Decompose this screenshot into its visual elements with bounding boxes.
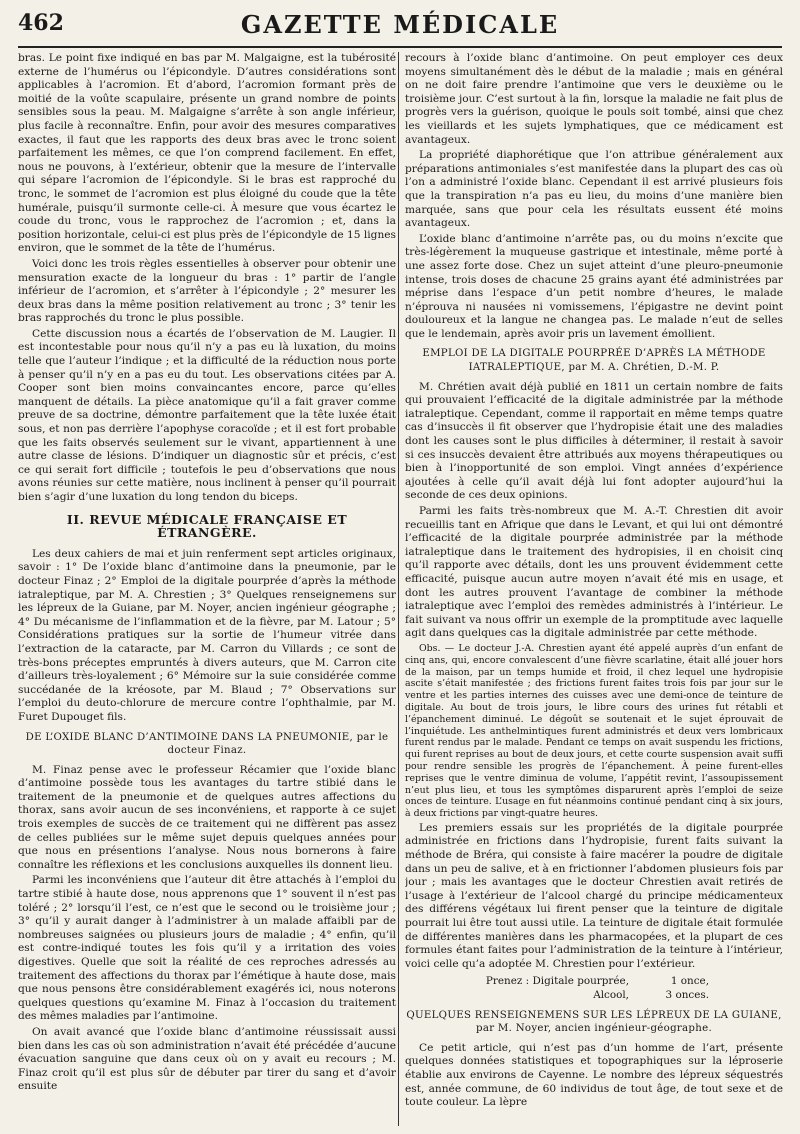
column-divider <box>398 52 399 1126</box>
recipe-item-qty: 1 once, <box>670 975 709 988</box>
recipe-row <box>405 975 783 989</box>
paragraph: On avait avancé que l’oxide blanc d’antimoine réussissait aussi bien dans les cas où son administration n’avait été précédée d’aucune évacuation sanguine que dans ceux où on y avait eu recours ; M. Finaz croit qu’il est plus sûr de débuter par tirer du sang et d’avoir ensuite <box>18 1025 396 1093</box>
paragraph: Les deux cahiers de mai et juin renferment sept articles originaux, savoir : 1° De l’oxide blanc d’antimoine dans la pneumonie, par le docteur Finaz ; 2° Emploi de la digitale pourprée d’après la méthode iatraleptique, par M. A. Chrestien ; 3° Quelques renseignemens sur les lépreux de la Guiane, par M. Noyer, ancien ingénieur géographe ; 4° Du mécanisme de l’inflammation et de la fièvre, par M. Latour ; 5° Considérations pratiques sur la sortie de l’humeur vitrée dans l’extraction de la cataracte, par M. Carron du Villards ; ce sont de très-bons préceptes empruntés à divers auteurs, que M. Carron cite d’ailleurs très-loyalement ; 6° Mémoire sur la suie considérée comme succédanée de la kréosote, par M. Blaud ; 7° Observations sur l’emploi du deuto-chlorure de mercure contre l’ophthalmie, par M. Furet Dupouget fils. <box>18 547 396 723</box>
article-title: DE L’OXIDE BLANC D’ANTIMOINE DANS LA PNEUMONIE, par le docteur Finaz. <box>25 731 389 757</box>
page-header <box>18 6 782 48</box>
recipe-intro: Prenez : <box>485 975 530 988</box>
paragraph: L’oxide blanc d’antimoine n’arrête pas, ou du moins n’excite que très-légèrement la muqueuse gastrique et intestinale, même porté à une assez forte dose. Chez un sujet atteint d’une pleuro-pneumonie intense, trois doses de chacune 25 grains ayant été administrées par méprise dans l’espace d’un petit nombre d’heures, le malade n’éprouva ni nausées ni vomissemens, l’épigastre ne devint point douloureux et la langue ne changea pas. Le malade n’eut de selles que le lendemain, après avoir pris un lavement émollient. <box>405 232 783 340</box>
paragraph: Parmi les faits très-nombreux que M. A.-T. Chrestien dit avoir recueillis tant en Afrique que dans le Levant, et qui lui ont démontré l’efficacité de la digitale pourprée administrée par la méthode iatraleptique dans le traitement des hydropisies, il en choisit cinq qu’il rapporte avec détails, dont les uns prouvent évidemment cette efficacité, puisque aucun autre moyen n’avait été mis en usage, et dont les autres prouvent l’avantage de combiner la méthode iatraleptique avec l’emploi des remèdes administrés à l’intérieur. Le fait suivant va nous offrir un exemple de la promptitude avec laquelle agit dans quelques cas la digitale administrée par cette méthode. <box>405 505 783 640</box>
section-title: II. REVUE MÉDICALE FRANÇAISE ET ÉTRANGÈRE. <box>66 511 348 541</box>
page-number: 462 <box>18 10 64 36</box>
recipe-item-name: Prenez : Digitale pourprée, <box>485 975 629 988</box>
article-title: EMPLOI DE LA DIGITALE POURPRÉE D’APRÈS LA MÉTHODE IATRALEPTIQUE, par M. A. Chrétien, D.-M. P. <box>422 348 766 374</box>
paragraph: M. Chrétien avait déjà publié en 1811 un certain nombre de faits qui prouvaient l’efficacité de la digitale administrée par la méthode iatraleptique. Cependant, comme il rapportait en même temps quatre cas d’insuccès il fit observer que l’hydropisie était une des maladies dont les causes sont le plus difficiles à déterminer, il restait à savoir si ces insuccès devaient être attribués aux moyens thérapeutiques ou bien à l’inopportunité de son emploi. Vingt années d’expérience ajoutées à celle qu’il avait déjà lui font adopter aujourd’hui la seconde de ces deux opinions. <box>405 380 783 502</box>
paragraph: M. Finaz pense avec le professeur Récamier que l’oxide blanc d’antimoine possède tous les avantages du tartre stibié dans le traitement de la pneumonie et de quelques autres affections du thorax, sans avoir aucun de ses inconvéniens, et rapporte à ce sujet trois exemples de succès de ce traitement qui ne diffèrent pas assez de celles publiées sur le même sujet depuis quelques années pour que nous en présentions l’analyse. Nous nous bornerons à faire connaître les réflexions et les conclusions auxquelles ils donnent lieu. <box>18 763 396 871</box>
right-column <box>405 52 783 1126</box>
paragraph: Cette discussion nous a écartés de l’observation de M. Laugier. Il est incontestable pour nous qu’il n’y a pas eu là luxation, du moins telle que l’auteur l’indique ; et la difficulté de la réduction nous porte à penser qu’il n’y en a pas eu du tout. Les observations citées par A. Cooper sont bien moins convaincantes encore, parce qu’elles manquent de détails. La pièce anatomique qu’il a fait graver comme preuve de sa doctrine, démontre parfaitement que la tête luxée était sous, et non pas derrière l’apophyse coracoïde ; et il est fort probable que les faits observés seulement sur le vivant, appartiennent à une autre classe de lésions. D’indiquer un diagnostic sûr et précis, c’est ce qui serait fort difficile ; toutefois le peu d’observations que nous avons réunies sur cette matière, nous inclinent à penser qu’il pourrait bien s’agir d’une luxation du long tendon du biceps. <box>18 327 396 503</box>
recipe-item-qty: 3 onces. <box>665 989 709 1002</box>
paragraph: Voici donc les trois règles essentielles à observer pour obtenir une mensuration exacte de la longueur du bras : 1° partir de l’angle inférieur de l’acromion, et s’arrêter à l’épicondyle ; 2° mesurer les deux bras dans la même position relativement au tronc ; 3° tenir les bras rapprochés du tronc le plus possible. <box>18 257 396 325</box>
journal-title: GAZETTE MÉDICALE <box>240 10 560 39</box>
paragraph: bras. Le point fixe indiqué en bas par M. Malgaigne, est la tubérosité externe de l’humérus ou l’épicondyle. D’autres considérations sont applicables à l’acromion. Et d’abord, l’acromion formant près de moitié de la voûte scapulaire, présente un grand nombre de points sensibles sous la peau. M. Malgaigne s’arrête à son angle inférieur, plus facile à reconnaître. Enfin, pour avoir des mesures comparatives exactes, il faut que les rapports des deux bras avec le tronc soient parfaitement les mêmes, ce que l’on comprend facilement. En effet, nous ne pouvons, à l’extérieur, obtenir que la mesure de l’intervalle qui sépare l’acromion de l’épicondyle. Si le bras est rapproché du tronc, le sommet de l’acromion est plus éloigné du coude que la tête humérale, puisqu’il surmonte celle-ci. À mesure que vous écartez le coude du tronc, vous le rapprochez de l’acromion ; et, dans la position horizontale, celui-ci est plus près de l’épicondyle de 15 lignes environ, que le sommet de la tête de l’humérus. <box>18 52 396 255</box>
recipe-row <box>405 989 783 1003</box>
paragraph: La propriété diaphorétique que l’on attribue généralement aux préparations antimoniales s’est manifestée dans la plupart des cas où l’on a administré l’oxide blanc. Cependant il est arrivé plusieurs fois que la transpiration n’a pas eu lieu, du moins d’une manière bien marquée, sans que pour cela les résultats eussent été moins avantageux. <box>405 149 783 230</box>
paragraph: Parmi les inconvéniens que l’auteur dit être attachés à l’emploi du tartre stibié à haute dose, nous apprenons que 1° souvent il n’est pas toléré ; 2° lorsqu’il l’est, ce n’est que le second ou le troisième jour ; 3° qu’il y aurait danger à l’administrer à un malade affaibli par de nombreuses saignées ou plusieurs jours de maladie ; 4° enfin, qu’il est contre-indiqué toutes les fois qu’il y a irritation des voies digestives. Quelle que soit la réalité de ces reproches adressés au traitement des affections du thorax par l’émétique à haute dose, mais que nous pensons être considérablement exagérés ici, nous noterons quelques questions qu’examine M. Finaz à l’occasion du traitement des mêmes maladies par l’antimoine. <box>18 874 396 1023</box>
recipe-item-name: Alcool, <box>593 989 629 1002</box>
recipe <box>405 975 783 1002</box>
observation-note: Obs. — Le docteur J.-A. Chrestien ayant été appelé auprès d’un enfant de cinq ans, qui, encore convalescent d’une fièvre scarlatine, était allé jouer hors de la maison, par un temps humide et froid, il chez lequel une hydropisie ascite s’était manifestée ; des frictions furent faites trois fois par jour sur le ventre et les parties internes des cuisses avec une demi-once de teinture de digitale. Au bout de trois jours, le libre cours des urines fut rétabli et l’épanchement diminué. Le dégoût se soutenait et le sujet éprouvait de l’inquiétude. Les anthelmintiques furent administrés et deux vers lombricaux furent rendus par le malade. Pendant ce temps on avait suspendu les frictions, qui furent reprises au bout de deux jours, et cette courte suspension avait suffi pour rendre sensible les progrès de l’épanchement. À peine furent-elles reprises que le ventre diminua de volume, l’appétit revint, l’assoupissement n’eut plus lieu, et tous les symptômes disparurent après l’emploi de seize onces de teinture. L’usage en fut néanmoins continué pendant cinq à six jours, à deux frictions par vingt-quatre heures. <box>405 642 783 820</box>
paragraph: recours à l’oxide blanc d’antimoine. On peut employer ces deux moyens simultanément dès le début de la maladie ; mais en général on ne doit faire prendre l’antimoine que vers le deuxième ou le troisième jour. C’est surtout à la fin, lorsque la maladie ne fait plus de progrès vers la guérison, quoique le pouls soit tombé, ainsi que chez les vieillards et les sujets lymphatiques, que ce médicament est avantageux. <box>405 52 783 146</box>
paragraph: Ce petit article, qui n’est pas d’un homme de l’art, présente quelques données statistiques et topographiques sur la léproserie établie aux environs de Cayenne. Le nombre des lépreux séquestrés est, année commune, de 60 individus de tout âge, de tout sexe et de toute couleur. La lèpre <box>405 1041 783 1109</box>
paragraph: Les premiers essais sur les propriétés de la digitale pourprée administrée en frictions dans l’hydropisie, furent faits suivant la méthode de Bréra, qui consiste à faire macérer la poudre de digitale dans un peu de salive, et à en frictionner l’abdomen plusieurs fois par jour ; mais les avantages que le docteur Chrestien avait retirés de l’usage à l’extérieur de l’alcool chargé du principe médicamenteux des différens végétaux lui firent penser que la teinture de digitale pourrait lui être tout aussi utile. La teinture de digitale était formulée de différentes manières dans les pharmacopées, et la plupart de ces formules étant faites pour l’administration de la teinture à l’intérieur, voici celle qu’a adoptée M. Chrestien pour l’extérieur. <box>405 821 783 970</box>
left-column <box>18 52 396 1126</box>
article-title: QUELQUES RENSEIGNEMENS SUR LES LÉPREUX DE LA GUIANE, par M. Noyer, ancien ingénieur-géographe. <box>406 1009 782 1035</box>
